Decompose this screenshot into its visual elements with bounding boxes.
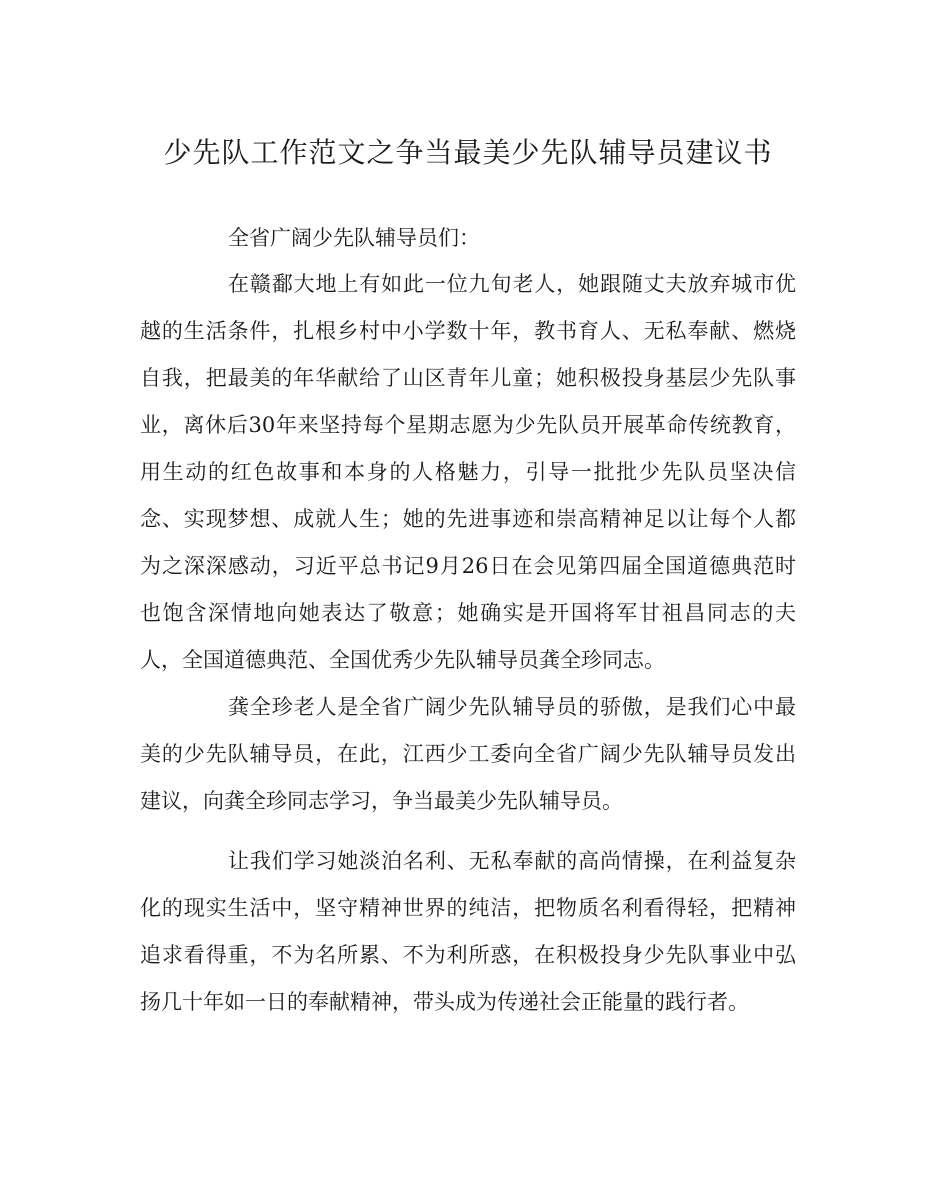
paragraph-line: 化的现实生活中，坚守精神世界的纯洁，把物质名利看得轻，把精神	[140, 896, 796, 920]
paragraph-line: 在赣鄱大地上有如此一位九旬老人，她跟随丈夫放弃城市优	[228, 272, 796, 296]
paragraph-line: 人，全国道德典范、全国优秀少先队辅导员龚全珍同志。	[140, 648, 665, 672]
paragraph-line: 扬几十年如一日的奉献精神，带头成为传递社会正能量的践行者。	[140, 990, 749, 1014]
paragraph-line: 用生动的红色故事和本身的人格魅力，引导一批批少先队员坚决信	[140, 460, 796, 484]
paragraph-line: 为之深深感动，习近平总书记9月26日在会见第四届全国道德典范时	[140, 554, 796, 578]
document-title: 少先队工作范文之争当最美少先队辅导员建议书	[163, 136, 773, 169]
paragraph-line: 也饱含深情地向她表达了敬意；她确实是开国将军甘祖昌同志的夫	[140, 601, 796, 625]
paragraph-line: 建议，向龚全珍同志学习，争当最美少先队辅导员。	[140, 789, 623, 813]
paragraph-line: 念、实现梦想、成就人生；她的先进事迹和崇高精神足以让每个人都	[140, 507, 796, 531]
paragraph-line: 追求看得重，不为名所累、不为利所惑，在积极投身少先队事业中弘	[140, 943, 796, 967]
paragraph-line: 美的少先队辅导员，在此，江西少工委向全省广阔少先队辅导员发出	[140, 742, 796, 766]
paragraph-line: 自我，把最美的年华献给了山区青年儿童；她积极投身基层少先队事	[140, 366, 796, 390]
paragraph-line: 龚全珍老人是全省广阔少先队辅导员的骄傲，是我们心中最	[228, 695, 796, 719]
paragraph-line: 让我们学习她淡泊名利、无私奉献的高尚情操，在利益复杂	[228, 849, 796, 873]
paragraph-line: 业，离休后30年来坚持每个星期志愿为少先队员开展革命传统教育，	[140, 413, 796, 437]
greeting-line: 全省广阔少先队辅导员们：	[228, 226, 480, 250]
paragraph-line: 越的生活条件，扎根乡村中小学数十年，教书育人、无私奉献、燃烧	[140, 319, 796, 343]
